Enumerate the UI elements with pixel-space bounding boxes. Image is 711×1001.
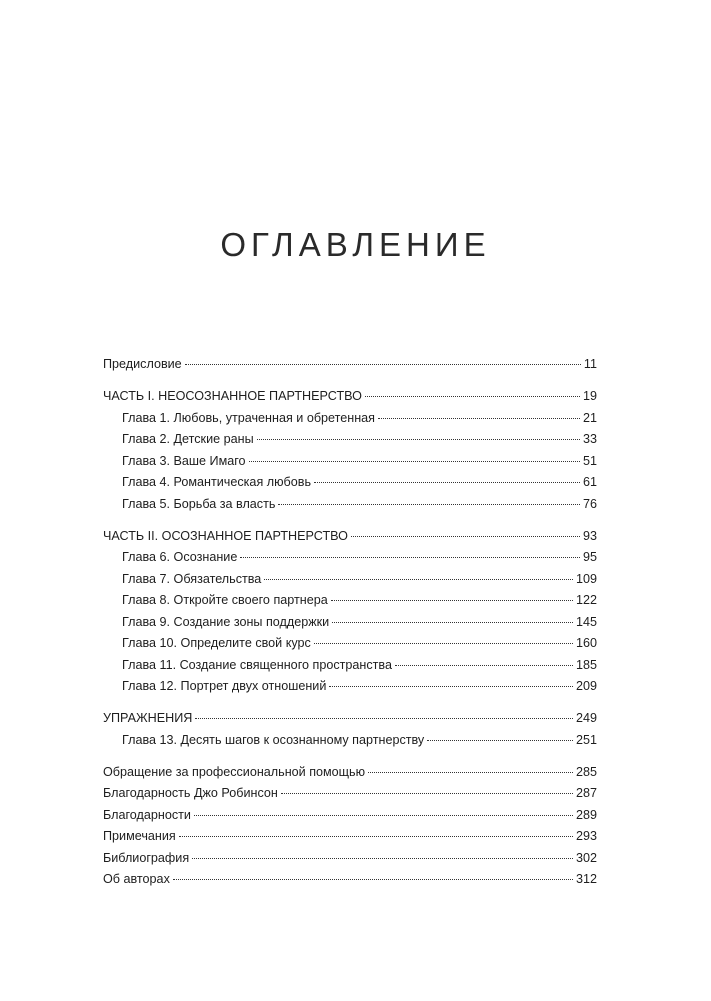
dot-leader — [264, 579, 573, 580]
dot-leader — [240, 557, 580, 558]
dot-leader — [257, 439, 580, 440]
section-gap — [103, 515, 597, 526]
toc-entry-page: 249 — [575, 711, 597, 725]
toc-entry-label: ЧАСТЬ II. ОСОЗНАННОЕ ПАРТНЕРСТВО — [103, 528, 348, 543]
toc-entry-label: Глава 12. Портрет двух отношений — [122, 679, 327, 693]
toc-entry-page: 293 — [575, 829, 597, 843]
toc-entry-label: Глава 3. Ваше Имаго — [122, 453, 246, 468]
toc-entry-label: Глава 6. Осознание — [122, 550, 238, 564]
dot-leader — [395, 665, 573, 666]
dot-leader — [368, 772, 573, 773]
toc-entry-page: 11 — [583, 357, 597, 371]
toc-entry — [103, 408, 597, 430]
dot-leader — [365, 396, 580, 397]
toc-entry-label: Об авторах — [103, 872, 170, 886]
dot-leader — [195, 718, 573, 719]
toc-entry-label: Глава 10. Определите свой курс — [122, 636, 311, 650]
dot-leader — [329, 686, 573, 687]
dot-leader — [249, 461, 580, 462]
toc-entry-label: Глава 2. Детские раны — [122, 432, 254, 446]
toc-entry — [103, 730, 597, 752]
toc-entry-label: Глава 5. Борьба за власть — [122, 496, 276, 511]
dot-leader — [427, 740, 573, 741]
toc-entry-label: Предисловие — [103, 357, 182, 371]
toc-entry — [103, 569, 597, 591]
toc-entry — [103, 612, 597, 634]
toc-entry-page: 160 — [575, 636, 597, 650]
toc-entry-label: УПРАЖНЕНИЯ — [103, 711, 193, 725]
dot-leader — [351, 536, 580, 537]
toc-entry — [103, 783, 597, 805]
dot-leader — [314, 482, 580, 483]
dot-leader — [192, 858, 573, 859]
toc-entry-page: 122 — [575, 593, 597, 607]
toc-entry — [103, 848, 597, 870]
toc-entry — [103, 590, 597, 612]
toc-entry-page: 61 — [582, 475, 597, 489]
page-title: ОГЛАВЛЕНИЕ — [220, 226, 491, 263]
dot-leader — [378, 418, 580, 419]
toc-entry-page: 209 — [575, 679, 597, 693]
toc-entry — [103, 655, 597, 677]
toc-entry-label: Библиография — [103, 850, 190, 865]
toc-entry-page: 21 — [582, 410, 597, 425]
toc-entry-page: 302 — [575, 850, 597, 865]
toc-entry-page: 145 — [575, 614, 597, 629]
toc-entry-label: Примечания — [103, 829, 176, 843]
dot-leader — [173, 879, 573, 880]
dot-leader — [185, 364, 581, 365]
toc-entry-page: 33 — [582, 432, 597, 446]
toc-entry-label: Глава 1. Любовь, утраченная и обретенная — [122, 410, 375, 425]
dot-leader — [332, 622, 573, 623]
dot-leader — [278, 504, 580, 505]
toc-entry — [103, 633, 597, 655]
toc-entry-label: Благодарность Джо Робинсон — [103, 786, 278, 800]
toc-entry — [103, 762, 597, 784]
toc-entry-page: 95 — [582, 550, 597, 564]
toc-entry-label: Обращение за профессиональной помощью — [103, 764, 366, 779]
toc-entry-label: Глава 13. Десять шагов к осознанному партнерству — [122, 732, 425, 747]
toc-entry — [103, 826, 597, 848]
toc-entry — [103, 526, 597, 548]
toc-entry — [103, 676, 597, 698]
toc-entry-page: 76 — [582, 496, 597, 511]
toc-entry — [103, 472, 597, 494]
toc-entry-page: 109 — [575, 571, 597, 586]
section-gap — [103, 751, 597, 762]
toc-entry — [103, 869, 597, 891]
toc-entry-page: 93 — [582, 528, 597, 543]
toc-entry-page: 287 — [575, 786, 597, 800]
toc-entry — [103, 451, 597, 473]
section-gap — [103, 376, 597, 387]
dot-leader — [179, 836, 573, 837]
toc-entry — [103, 708, 597, 730]
dot-leader — [331, 600, 573, 601]
toc-entry-label: ЧАСТЬ I. НЕОСОЗНАННОЕ ПАРТНЕРСТВО — [103, 389, 362, 403]
toc-entry-label: Глава 8. Откройте своего партнера — [122, 593, 328, 607]
dot-leader — [194, 815, 573, 816]
toc-entry — [103, 386, 597, 408]
section-gap — [103, 698, 597, 709]
toc-entry — [103, 805, 597, 827]
dot-leader — [314, 643, 573, 644]
table-of-contents — [103, 354, 597, 891]
toc-entry-page: 312 — [575, 872, 597, 886]
toc-entry-label: Благодарности — [103, 807, 191, 822]
toc-entry-page: 289 — [575, 807, 597, 822]
toc-entry-page: 251 — [575, 732, 597, 747]
toc-entry-label: Глава 4. Романтическая любовь — [122, 475, 312, 489]
toc-entry-page: 51 — [582, 453, 597, 468]
toc-entry — [103, 494, 597, 516]
toc-entry-label: Глава 11. Создание священного пространства — [122, 657, 392, 672]
toc-entry — [103, 547, 597, 569]
toc-entry-label: Глава 7. Обязательства — [122, 571, 262, 586]
toc-entry-page: 285 — [575, 764, 597, 779]
dot-leader — [281, 793, 573, 794]
toc-entry-label: Глава 9. Создание зоны поддержки — [122, 614, 330, 629]
toc-entry — [103, 429, 597, 451]
toc-entry — [103, 354, 597, 376]
toc-entry-page: 185 — [575, 657, 597, 672]
toc-entry-page: 19 — [582, 389, 597, 403]
